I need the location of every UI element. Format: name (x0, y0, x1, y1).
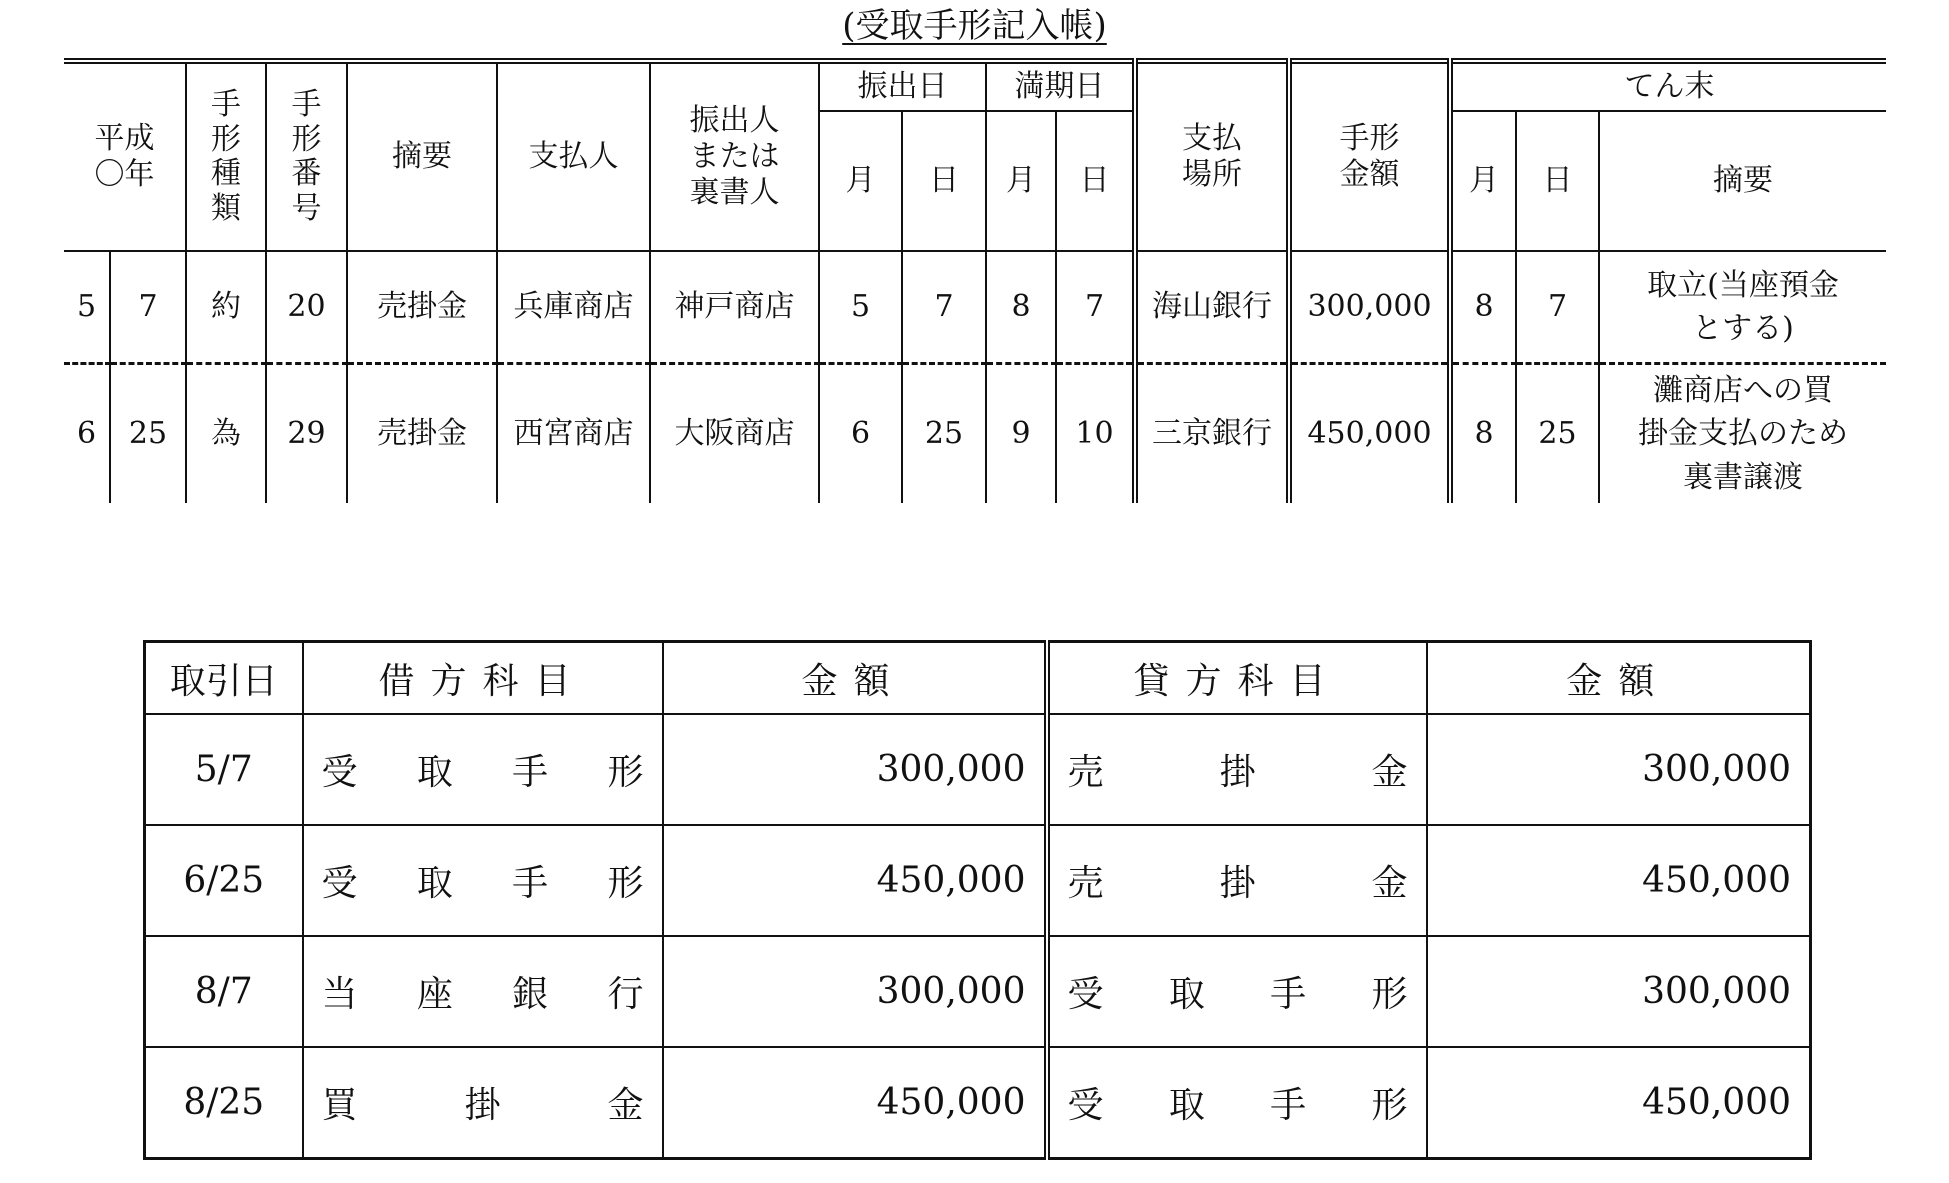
account-char: 取 (416, 752, 453, 793)
account-char: 行 (607, 974, 644, 1015)
journal-row (145, 1047, 1811, 1159)
header-disposition-summary: 摘要 (1599, 111, 1886, 251)
cell-transaction-date: 5/7 (145, 714, 303, 825)
cell-transaction-date: 8/7 (145, 936, 303, 1047)
header-drawer: 振出人 または 裏書人 (650, 61, 819, 251)
header-credit-account: 貸方科目 (1047, 642, 1427, 715)
cell-maturity-month: 8 (986, 251, 1056, 364)
cell-credit-amount: 450,000 (1427, 1047, 1811, 1159)
cell-disposition-summary: 灘商店への買 掛金支払のため 裏書譲渡 (1599, 364, 1886, 504)
account-char: 形 (607, 863, 644, 904)
account-char: 掛 (464, 1085, 501, 1126)
cell-transaction-date: 6/25 (145, 825, 303, 936)
cell-credit-account (1047, 936, 1427, 1047)
cell-month: 6 (64, 364, 110, 504)
cell-payer: 兵庫商店 (497, 251, 650, 364)
cell-note-type: 約 (186, 251, 266, 364)
cell-issue-month: 5 (819, 251, 902, 364)
cell-disposition-day: 7 (1516, 251, 1599, 364)
account-char: 売 (1067, 863, 1104, 904)
account-char: 受 (321, 863, 358, 904)
cell-debit-amount: 450,000 (663, 825, 1047, 936)
cell-debit-amount: 300,000 (663, 936, 1047, 1047)
cell-day: 7 (110, 251, 186, 364)
cell-note-number: 29 (266, 364, 347, 504)
table-row (64, 364, 1886, 504)
cell-credit-account (1047, 1047, 1427, 1159)
table-row (64, 251, 1886, 364)
cell-credit-amount: 300,000 (1427, 936, 1811, 1047)
journal-header-row (145, 642, 1811, 715)
header-payer: 支払人 (497, 61, 650, 251)
cell-payment-place: 海山銀行 (1135, 251, 1289, 364)
cell-transaction-date: 8/25 (145, 1047, 303, 1159)
journal-row (145, 714, 1811, 825)
cell-debit-account (303, 825, 663, 936)
header-note-type: 手 形 種 類 (186, 61, 266, 251)
cell-issue-month: 6 (819, 364, 902, 504)
notes-receivable-ledger (64, 58, 1886, 503)
header-credit-amount: 金額 (1427, 642, 1811, 715)
cell-drawer: 大阪商店 (650, 364, 819, 504)
account-char: 受 (1067, 974, 1104, 1015)
cell-credit-amount: 300,000 (1427, 714, 1811, 825)
header-maturity-date: 満期日 (986, 61, 1135, 111)
cell-debit-account (303, 1047, 663, 1159)
cell-month: 5 (64, 251, 110, 364)
header-date: 平成 〇年 (64, 61, 186, 251)
cell-debit-amount: 300,000 (663, 714, 1047, 825)
cell-summary: 売掛金 (347, 364, 497, 504)
header-maturity-month: 月 (986, 111, 1056, 251)
cell-disposition-day: 25 (1516, 364, 1599, 504)
header-disposition-month: 月 (1450, 111, 1516, 251)
account-char: 手 (1270, 974, 1307, 1015)
cell-summary: 売掛金 (347, 251, 497, 364)
header-note-number: 手 形 番 号 (266, 61, 347, 251)
account-char: 掛 (1219, 863, 1256, 904)
cell-drawer: 神戸商店 (650, 251, 819, 364)
cell-debit-account (303, 936, 663, 1047)
account-char: 手 (1270, 1085, 1307, 1126)
account-char: 形 (1371, 1085, 1408, 1126)
journal-row (145, 825, 1811, 936)
cell-note-number: 20 (266, 251, 347, 364)
account-char: 形 (1371, 974, 1408, 1015)
account-char: 手 (512, 752, 549, 793)
cell-credit-account (1047, 825, 1427, 936)
cell-disposition-month: 8 (1450, 364, 1516, 504)
header-payment-place: 支払 場所 (1135, 61, 1289, 251)
cell-maturity-day: 10 (1056, 364, 1135, 504)
account-char: 当 (321, 974, 358, 1015)
header-debit-amount: 金額 (663, 642, 1047, 715)
account-char: 金 (1371, 752, 1408, 793)
journal-row (145, 936, 1811, 1047)
cell-disposition-summary: 取立(当座預金 とする) (1599, 251, 1886, 364)
cell-debit-amount: 450,000 (663, 1047, 1047, 1159)
header-issue-month: 月 (819, 111, 902, 251)
cell-amount: 450,000 (1289, 364, 1450, 504)
account-char: 手 (512, 863, 549, 904)
account-char: 掛 (1219, 752, 1256, 793)
cell-debit-account (303, 714, 663, 825)
header-maturity-day: 日 (1056, 111, 1135, 251)
account-char: 取 (1168, 974, 1205, 1015)
ledger-title: (受取手形記入帳) (842, 6, 1107, 46)
account-char: 金 (1371, 863, 1408, 904)
header-disposition-day: 日 (1516, 111, 1599, 251)
cell-amount: 300,000 (1289, 251, 1450, 364)
header-note-amount: 手形 金額 (1289, 61, 1450, 251)
account-char: 取 (1168, 1085, 1205, 1126)
account-char: 形 (607, 752, 644, 793)
account-char: 買 (321, 1085, 358, 1126)
header-issue-date: 振出日 (819, 61, 986, 111)
cell-payer: 西宮商店 (497, 364, 650, 504)
cell-credit-amount: 450,000 (1427, 825, 1811, 936)
account-char: 金 (607, 1085, 644, 1126)
account-char: 座 (416, 974, 453, 1015)
account-char: 銀 (512, 974, 549, 1015)
cell-issue-day: 25 (902, 364, 986, 504)
header-debit-account: 借方科目 (303, 642, 663, 715)
cell-disposition-month: 8 (1450, 251, 1516, 364)
account-char: 受 (321, 752, 358, 793)
cell-day: 25 (110, 364, 186, 504)
cell-maturity-month: 9 (986, 364, 1056, 504)
journal-entries-table (143, 640, 1812, 1160)
header-issue-day: 日 (902, 111, 986, 251)
account-char: 売 (1067, 752, 1104, 793)
cell-payment-place: 三京銀行 (1135, 364, 1289, 504)
cell-issue-day: 7 (902, 251, 986, 364)
cell-credit-account (1047, 714, 1427, 825)
cell-maturity-day: 7 (1056, 251, 1135, 364)
account-char: 取 (416, 863, 453, 904)
header-disposition: てん末 (1450, 61, 1886, 111)
account-char: 受 (1067, 1085, 1104, 1126)
header-summary: 摘要 (347, 61, 497, 251)
cell-note-type: 為 (186, 364, 266, 504)
header-transaction-date: 取引日 (145, 642, 303, 715)
